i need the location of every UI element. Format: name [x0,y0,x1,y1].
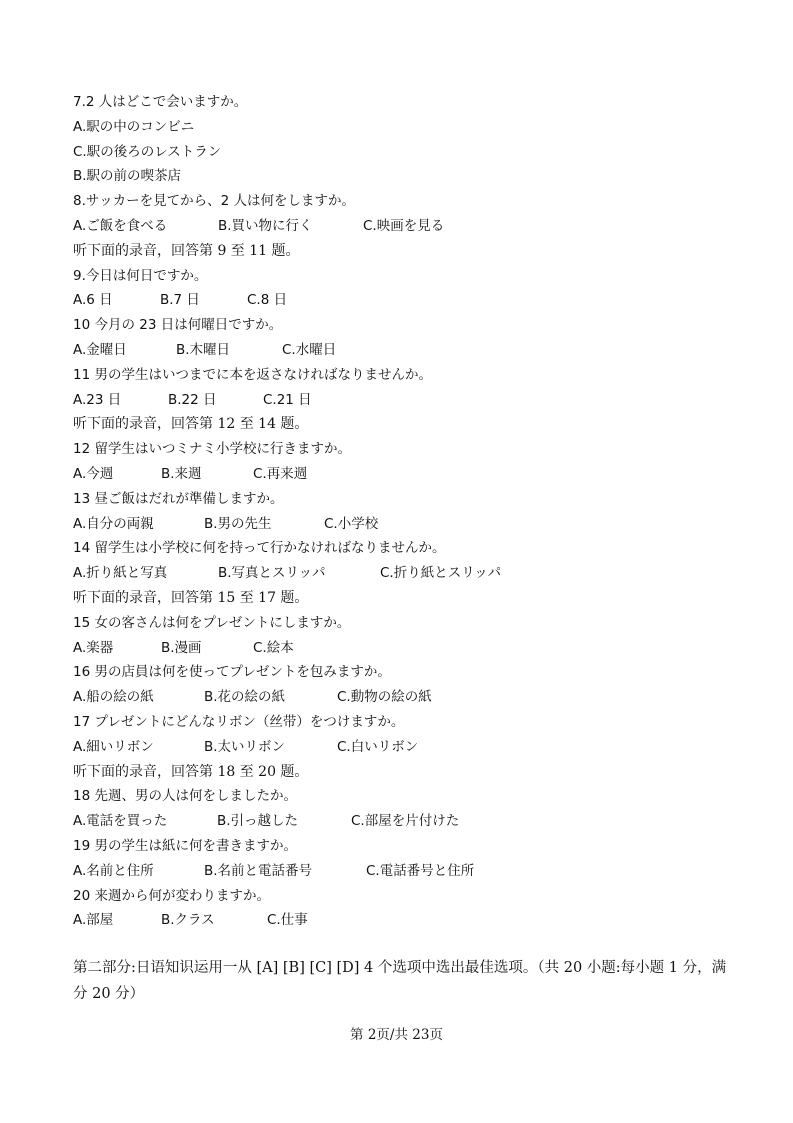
options-15 [73,636,753,661]
question-10: 10 今月の 23 日は何曜日ですか。 [73,317,283,334]
option-15a: A.楽器 [73,639,114,656]
question-16: 16 男の店員は何を使ってプレゼントを包みますか。 [73,664,391,681]
option-13b: B.男の先生 [204,515,272,532]
option-14b: B.写真とスリッパ [218,565,326,582]
instruction-15-17: 听下面的录音，回答第 15 至 17 题。 [73,589,309,606]
option-9c: C.8 日 [247,292,288,309]
option-7a: A.駅の中のコンビニ [73,118,195,135]
option-15c: C.絵本 [253,639,294,656]
option-8c: C.映画を見る [363,217,445,234]
option-17c: C.白いリボン [337,738,419,755]
question-9: 9.今日は何日ですか。 [73,267,208,284]
question-17: 17 プレゼントにどんなリボン（丝带）をつけますか。 [73,713,405,730]
option-13a: A.自分の両親 [73,515,154,532]
page-footer: 第 2页/共 23页 [350,1027,443,1043]
option-12a: A.今週 [73,465,114,482]
question-7: 7.2 人はどこで会いますか。 [73,94,248,110]
question-8: 8.サッカーを見てから、2 人は何をしますか。 [73,193,355,210]
option-13c: C.小学校 [324,515,379,532]
option-17a: A.細いリボン [73,738,154,755]
question-11: 11 男の学生はいつまでに本を返さなければなりませんか。 [73,366,432,383]
option-20b: B.クラス [161,912,215,929]
options-13 [73,512,753,537]
option-11c: C.21 日 [263,391,312,408]
question-list [73,90,753,933]
option-9b: B.7 日 [160,292,200,309]
option-18b: B.引っ越した [217,813,299,830]
option-19c: C.電話番号と住所 [366,862,475,879]
option-12b: B.来週 [161,465,202,482]
options-16 [73,685,753,710]
option-19a: A.名前と住所 [73,862,154,879]
option-8b: B.買い物に行く [218,217,313,234]
option-18a: A.電話を買った [73,813,168,830]
options-12 [73,462,753,487]
option-14a: A.折り紙と写真 [73,565,168,582]
option-7b: B.駅の前の喫茶店 [73,168,182,185]
option-16c: C.動物の絵の紙 [337,689,432,706]
option-10c: C.水曜日 [282,341,337,358]
instruction-18-20: 听下面的录音，回答第 18 至 20 题。 [73,763,309,780]
options-11 [73,388,753,413]
option-15b: B.漫画 [161,639,202,656]
option-14c: C.折り紙とスリッパ [380,565,502,582]
question-13: 13 昼ご飯はだれが準備しますか。 [73,490,284,507]
option-20a: A.部屋 [73,912,114,929]
option-18c: C.部屋を片付けた [351,813,460,830]
option-12c: C.再来週 [253,465,308,482]
instruction-9-11: 听下面的录音，回答第 9 至 11 题。 [73,242,300,259]
options-20 [73,908,753,933]
option-11b: B.22 日 [168,391,217,408]
option-16a: A.船の絵の紙 [73,689,154,706]
option-8a: A.ご飯を食べる [73,217,168,234]
options-14 [73,561,753,586]
option-10a: A.金曜日 [73,341,127,358]
question-12: 12 留学生はいつミナミ小学校に行きますか。 [73,441,351,458]
option-16b: B.花の絵の紙 [204,689,286,706]
question-15: 15 女の客さんは何をプレゼントにしますか。 [73,614,351,631]
options-8 [73,214,753,239]
question-20: 20 来週から何が変わりますか。 [73,887,270,904]
option-17b: B.太いリボン [204,738,286,755]
section-2-heading: 第二部分:日语知识运用一从 [A] [B] [C] [D] 4 个选项中选出最佳选项。（共 20 小题:每小题 1 分，满分 20 分） [73,960,727,1002]
options-9 [73,288,753,313]
option-20c: C.仕事 [267,912,308,929]
option-9a: A.6 日 [73,292,113,309]
options-18 [73,809,753,834]
option-10b: B.木曜日 [176,341,231,358]
question-18: 18 先週、男の人は何をしましたか。 [73,788,297,805]
options-10 [73,338,753,363]
option-7c: C.駅の後ろのレストラン [73,143,222,160]
question-14: 14 留学生は小学校に何を持って行かなければなりませんか。 [73,540,446,557]
option-11a: A.23 日 [73,391,122,408]
options-17 [73,735,753,760]
instruction-12-14: 听下面的录音，回答第 12 至 14 题。 [73,416,309,433]
options-19 [73,859,753,884]
question-19: 19 男の学生は紙に何を書きますか。 [73,837,297,854]
option-19b: B.名前と電話番号 [204,862,313,879]
